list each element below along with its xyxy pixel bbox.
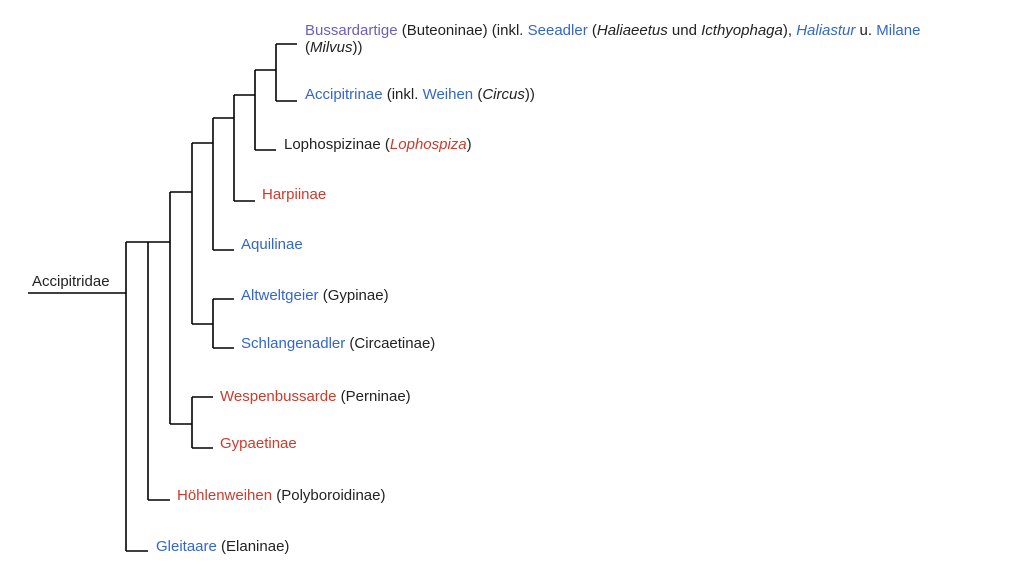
taxon-altweltgeier	[241, 287, 389, 304]
taxon-lophospizinae	[284, 136, 472, 153]
taxon-wespenbussarde	[220, 388, 411, 405]
taxon-aquilinae-name[interactable]: Aquilinae	[241, 236, 303, 253]
taxon-gleitaare	[156, 538, 289, 555]
genus-haliastur-link[interactable]: Haliastur	[796, 22, 856, 39]
taxon-accipitrinae	[305, 86, 535, 103]
taxon-accipitrinae-rest3: ))	[524, 86, 535, 103]
genus-haliaeetus: Haliaeetus	[596, 22, 668, 39]
root-label	[32, 273, 110, 290]
taxon-bussardartige-rest3: ),	[782, 22, 797, 39]
taxon-hoehlenweihen-rest: (Polyboroidinae)	[272, 487, 386, 504]
taxon-gypaetinae	[220, 435, 297, 452]
taxon-accipitrinae-name[interactable]: Accipitrinae	[305, 86, 383, 103]
taxon-bussardartige-line2-open: (	[305, 39, 310, 56]
taxon-bussardartige	[305, 22, 920, 39]
taxon-lophospizinae-name: Lophospizinae	[284, 136, 381, 153]
taxon-lophospizinae-rest1: (	[380, 136, 390, 153]
taxon-aquilinae	[241, 236, 303, 253]
taxon-altweltgeier-rest: (Gypinae)	[318, 287, 389, 304]
taxon-wespenbussarde-rest: (Perninae)	[336, 388, 411, 405]
taxon-lophospizinae-rest2: )	[466, 136, 472, 153]
taxon-gypaetinae-name[interactable]: Gypaetinae	[220, 435, 297, 452]
taxon-bussardartige-line2	[305, 39, 363, 56]
taxon-harpiinae	[262, 186, 326, 203]
taxon-seeadler-link[interactable]: Seeadler	[527, 22, 588, 39]
taxon-harpiinae-name[interactable]: Harpiinae	[262, 186, 327, 203]
taxon-wespenbussarde-name[interactable]: Wespenbussarde	[220, 388, 337, 405]
genus-lophospiza-link[interactable]: Lophospiza	[389, 136, 467, 153]
taxon-hoehlenweihen-name[interactable]: Höhlenweihen	[177, 487, 273, 504]
taxon-bussardartige-rest2: (	[587, 22, 597, 39]
taxon-hoehlenweihen	[177, 487, 385, 504]
taxon-schlangenadler-rest: (Circaetinae)	[345, 335, 436, 352]
taxon-schlangenadler	[241, 335, 435, 352]
taxon-milane-link[interactable]: Milane	[876, 22, 921, 39]
genus-icthyophaga: Icthyophaga	[701, 22, 783, 39]
taxon-bussardartige-u: u.	[855, 22, 877, 39]
genus-milvus: Milvus	[310, 39, 353, 56]
taxon-altweltgeier-name[interactable]: Altweltgeier	[241, 287, 319, 304]
genus-circus: Circus	[482, 86, 525, 103]
root-label-text: Accipitridae	[32, 273, 110, 290]
taxon-accipitrinae-rest1: (inkl.	[382, 86, 423, 103]
taxon-schlangenadler-name[interactable]: Schlangenadler	[241, 335, 346, 352]
taxon-gleitaare-rest: (Elaninae)	[216, 538, 290, 555]
taxon-bussardartige-und: und	[667, 22, 702, 39]
taxon-bussardartige-name[interactable]: Bussardartige	[305, 22, 398, 39]
taxon-bussardartige-line2-close: ))	[352, 39, 363, 56]
taxon-weihen-link[interactable]: Weihen	[422, 86, 474, 103]
taxon-gleitaare-name[interactable]: Gleitaare	[156, 538, 217, 555]
taxon-accipitrinae-rest2: (	[473, 86, 483, 103]
taxon-bussardartige-rest1: (Buteoninae) (inkl.	[397, 22, 528, 39]
